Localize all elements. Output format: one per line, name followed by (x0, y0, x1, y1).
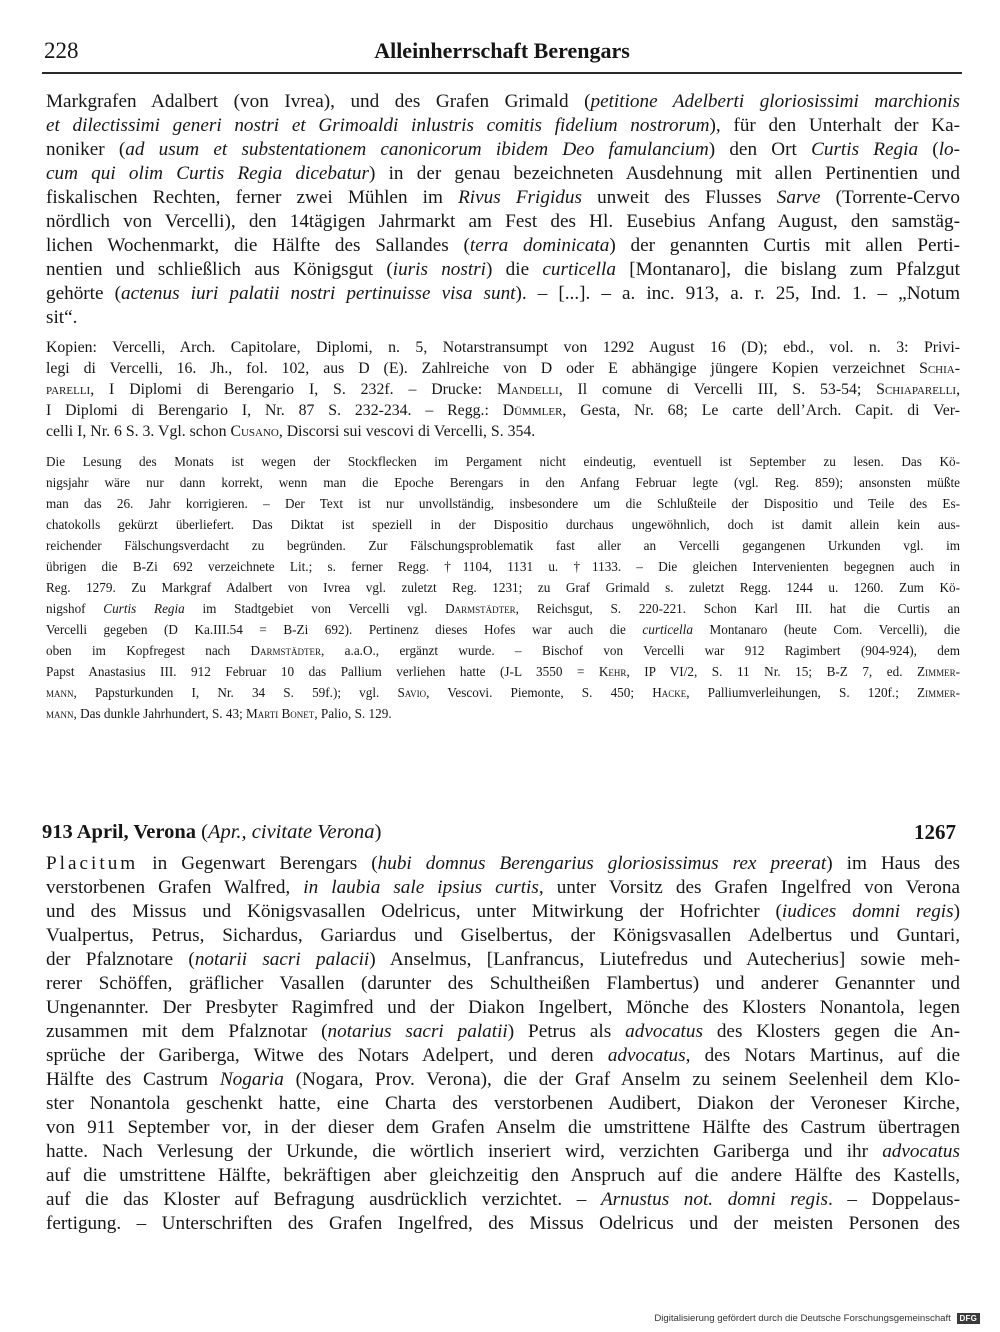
running-title: Alleinherrschaft Berengars (374, 38, 630, 63)
text-line: zusammen mit dem Pfalznotar (notarius sacri palatii) Petrus als advocatus des Klosters gegen die An- (46, 1021, 960, 1042)
note-line: nigsjahr wäre nur dann korrekt, wenn man die Epoche Berengars in den Anfang Februar legte (vgl. Reg. 859); ansonsten müßte (46, 475, 960, 490)
text-line: Vualpertus, Petrus, Sichardus, Gariardus und Giselbertus, der Königsvasallen Adelbertus und Guntari, (46, 925, 960, 946)
note-line: man das 26. Jahr korrigieren. – Der Text ist nur unvollständig, insbesondere um die Schlußteile der Dispositio und Teile des Es- (46, 496, 960, 511)
note-line: chatokolls gekürzt überliefert. Das Diktat ist speziell in der Dispositio durchaus ungewöhnlich, doch ist damit allein kein aus- (46, 517, 960, 532)
text-line: cum qui olim Curtis Regia dicebatur) in der genau bezeichneten Ausdehnung mit allen Pertinentien und (46, 163, 960, 184)
note-line: Papst Anastasius III. 912 Februar 10 das Pallium verliehen hatte (J-L 3550 = Kehr, IP VI/2, S. 11 Nr. 15; B-Z 7, ed. Zimmer- (46, 664, 960, 679)
source-line: parelli, I Diplomi di Berengario I, S. 232f. – Drucke: Mandelli, Il comune di Vercelli III, S. 53-54; Schiaparelli, (46, 381, 961, 398)
digitization-footer (654, 1312, 980, 1326)
note-line: oben im Kopfregest nach Darmstädter, a.a.O., ergänzt wurde. – Bischof von Vercelli war 912 Ragimbert (904-924), dem (46, 643, 960, 658)
dfg-logo: DFG (957, 1313, 981, 1324)
text-line: rerer Schöffen, gräflicher Vasallen (darunter des Schultheißen Flambertus) und anderer Genannter und (46, 973, 960, 994)
text-line: auf die das Kloster auf Befragung ausdrücklich verzichtet. – Arnustus not. domni regis. – Doppelaus- (46, 1189, 960, 1210)
source-line: I Diplomi di Berengario I, Nr. 87 S. 232-234. – Regg.: Dümmler, Gesta, Nr. 68; Le carte dell’Arch. Capit. di Ver- (46, 402, 960, 419)
text-line: gehörte (actenus iuri palatii nostri pertinuisse visa sunt). – [...]. – a. inc. 913, a. r. 25, Ind. 1. – „Notum (46, 283, 960, 304)
source-line: celli I, Nr. 6 S. 3. Vgl. schon Cusano, Discorsi sui vescovi di Vercelli, S. 354. (46, 423, 536, 440)
entry-original-dating: (Apr., civitate Verona) (201, 821, 382, 843)
text-line: hatte. Nach Verlesung der Urkunde, die wörtlich inseriert wird, verzichten Gariberga und ihr advocatus (46, 1141, 960, 1162)
text-line: Markgrafen Adalbert (von Ivrea), und des Grafen Grimald (petitione Adelberti gloriosissimi marchionis (46, 91, 960, 112)
note-line: übrigen die B-Zi 692 verzeichnete Lit.; s. ferner Regg. †1104, 1131 u. †1133. – Die gleichen Intervenienten begegnen auch in (46, 559, 960, 574)
note-line: mann, Das dunkle Jahrhundert, S. 43; Marti Bonet, Palio, S. 129. (46, 706, 392, 721)
text-line: noniker (ad usum et substentationem canonicorum ibidem Deo famulancium) den Ort Curtis Regia (lo- (46, 139, 961, 160)
source-line: Kopien: Vercelli, Arch. Capitolare, Diplomi, n. 5, Notarstransumpt von 1292 August 16 (D); ebd., vol. n. 3: Privi- (46, 339, 960, 356)
text-line: et dilectissimi generi nostri et Grimoaldi inlustris comitis fidelium nostrorum), für den Unterhalt der Ka- (46, 115, 960, 136)
note-line: Vercelli gegeben (D Ka.III.54 = B-Zi 692). Pertinenz dieses Hofes war auch die curticella Montanaro (heute Com. Vercelli), die (46, 622, 961, 637)
note-line: nigshof Curtis Regia im Stadtgebiet von Vercelli vgl. Darmstädter, Reichsgut, S. 220-221. Schon Karl III. hat die Curtis an (46, 601, 960, 616)
text-line: sit“. (46, 307, 78, 328)
text-line: von 911 September vor, in der dieser dem Grafen Anselm die umstrittene Hälfte des Castrum übertragen (46, 1117, 960, 1138)
note-line: Reg. 1279. Zu Markgraf Adalbert von Ivrea vgl. zuletzt Reg. 1231; zu Graf Grimald s. zuletzt Regg. 1244 u. 1260. Zum Kö- (46, 580, 960, 595)
text-line: fertigung. – Unterschriften des Grafen Ingelfred, des Missus Odelricus und der meisten Personen des (46, 1213, 960, 1234)
regest-number: 1267 (914, 820, 956, 844)
header-rule (42, 72, 962, 74)
text-line: sprüche der Gariberga, Witwe des Notars Adelpert, und deren advocatus, des Notars Martinus, auf die (46, 1045, 960, 1066)
page-number: 228 (44, 38, 79, 63)
text-line: auf die umstrittene Hälfte, bekräftigen aber gleichzeitig den Anspruch auf die andere Hälfte des Kastells, (46, 1165, 960, 1186)
text-line: verstorbenen Grafen Walfred, in laubia sale ipsius curtis, unter Vorsitz des Grafen Ingelfred von Verona (46, 877, 961, 898)
text-line: und des Missus und Königsvasallen Odelricus, unter Mitwirkung der Hofrichter (iudices domni regis) (46, 901, 960, 922)
entry-heading (42, 818, 956, 846)
note-line: mann, Papsturkunden I, Nr. 34 S. 59f.); vgl. Savio, Vescovi. Piemonte, S. 450; Hacke, Palliumverleihungen, S. 120f.; Zimmer- (46, 685, 960, 700)
text-line: Placitum in Gegenwart Berengars (hubi domnus Berengarius gloriosissimus rex preerat) im Haus des (46, 853, 960, 874)
note-line: reichender Fälschungsverdacht zu begründen. Zur Fälschungsproblematik fast aller an Vercelli gegangenen Urkunden vgl. im (46, 538, 960, 553)
text-line: der Pfalznotare (notarii sacri palacii) Anselmus, [Lanfrancus, Liutefredus und Autecherius] sowie meh- (46, 949, 961, 970)
text-line: nentien und schließlich aus Königsgut (iuris nostri) die curticella [Montanaro], die bislang zum Pfalzgut (46, 259, 960, 280)
note-line: Die Lesung des Monats ist wegen der Stockflecken im Pergament nicht eindeutig, eventuell ist September zu lesen. Das Kö- (46, 454, 960, 469)
footer-credit: Digitalisierung gefördert durch die Deutsche Forschungsgemeinschaft (654, 1313, 951, 1324)
text-line: ster Nonantola geschenkt hatte, eine Charta des verstorbenen Audibert, Diakon der Veroneser Kirche, (46, 1093, 960, 1114)
text-line: fiskalischen Rechten, ferner zwei Mühlen im Rivus Frigidus unweit des Flusses Sarve (Torrente-Cervo (46, 187, 960, 208)
text-line: nördlich von Vercelli), den 14tägigen Jahrmarkt am Fest des Hl. Eusebius Anfang August, den samstäg- (46, 211, 960, 232)
text-line: Ungenannter. Der Presbyter Ragimfred und der Diakon Ingelbert, Mönche des Klosters Nonantola, legen (46, 997, 960, 1018)
text-line: lichen Wochenmarkt, die Hälfte des Sallandes (terra dominicata) der genannten Curtis mit allen Perti- (46, 235, 961, 256)
entry-date-place: 913 April, Verona (42, 821, 196, 843)
text-line: Hälfte des Castrum Nogaria (Nogara, Prov. Verona), die der Graf Anselm zu seinem Seelenheil dem Klo- (46, 1069, 961, 1090)
running-head (42, 34, 962, 70)
entry-date (42, 818, 381, 846)
source-line: legi di Vercelli, 16. Jh., fol. 102, aus D (E). Zahlreiche von D oder E abhängige jüngere Kopien verzeichnet Schia- (46, 360, 960, 377)
